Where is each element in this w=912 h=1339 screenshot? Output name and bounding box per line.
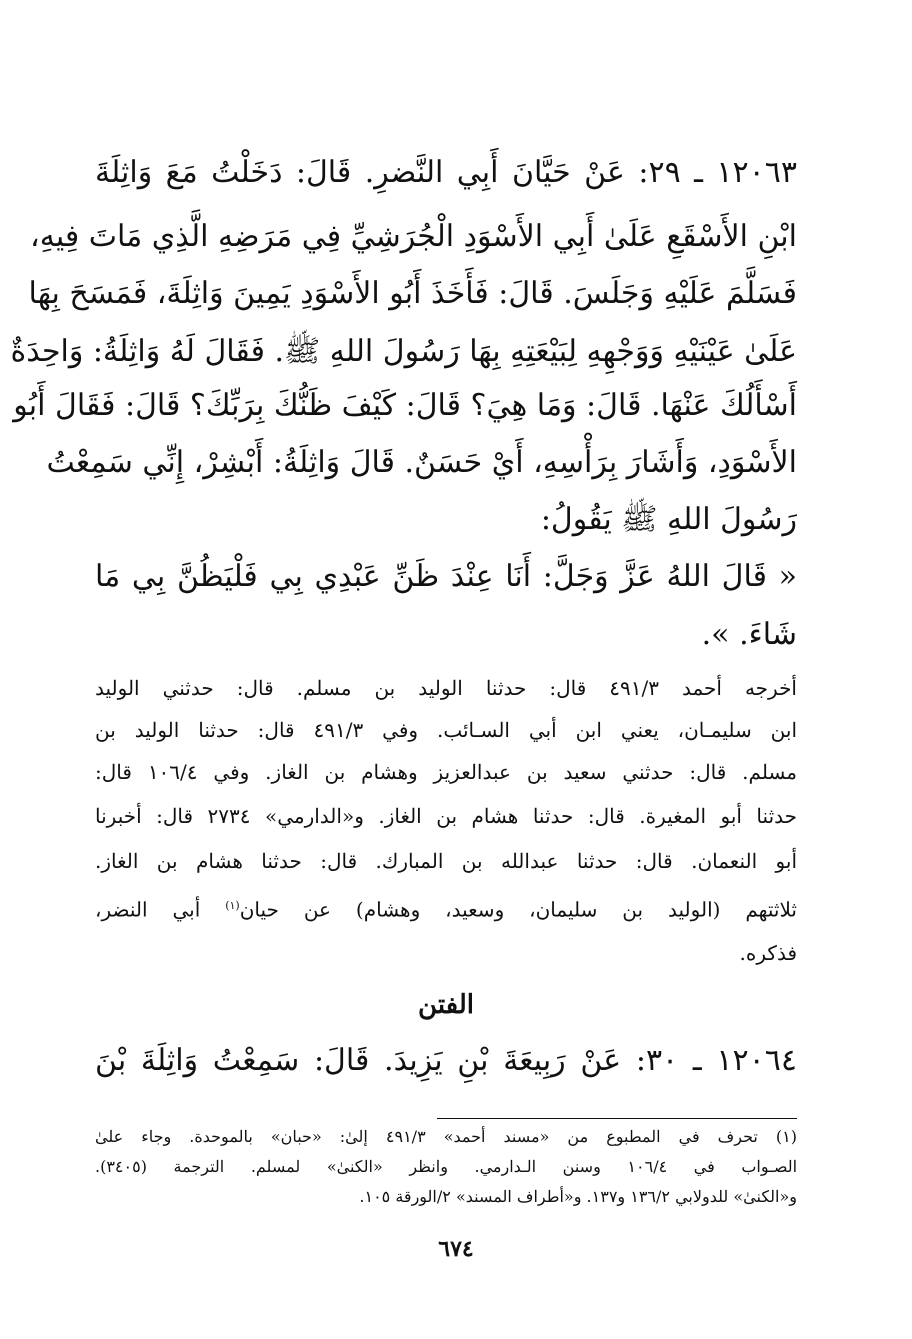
takhrij-line: مسلم. قال: حدثني سعيد بن عبدالعزيز وهشام بن الغاز. وفي ١٠٦/٤ قال: <box>95 760 798 784</box>
takhrij-line: ابن سليمـان، يعني ابن أبي السـائب. وفي ٤٩١/٣ قال: حدثنا الوليد بن <box>95 718 797 742</box>
footnote-marker[interactable]: (١) <box>225 899 240 912</box>
footnote-rule <box>437 1118 797 1119</box>
takhrij-text: ثلاثتهم (الوليد بن سليمان، وسعيد، وهشام) عن حيان <box>239 897 798 922</box>
takhrij-text: أبي النضر، <box>95 897 226 922</box>
hadith-qudsi-line: « قَالَ اللهُ عَزَّ وَجَلَّ: أَنَا عِنْدَ ظَنِّ عَبْدِي بِي فَلْيَظُنَّ بِي مَا <box>95 559 797 594</box>
page-number: ٦٧٤ <box>438 1236 474 1262</box>
takhrij-line: أبو النعمان. قال: حدثنا عبدالله بن المبارك. قال: حدثنا هشام بن الغاز. <box>95 849 797 873</box>
footnote-line: (١) تحرف في المطبوع من «مسند أحمد» ٤٩١/٣ إلىٰ: «حبان» بالموحدة. وجاء علىٰ <box>95 1127 797 1146</box>
section-heading: الفتن <box>418 990 474 1020</box>
hadith-line: ١٢٠٦٣ ـ ٢٩: عَنْ حَيَّانَ أَبِي النَّضرِ. قَالَ: دَخَلْتُ مَعَ وَاثِلَةَ <box>95 155 797 190</box>
hadith-line: ابْنِ الأَسْقَعِ عَلَىٰ أَبِي الأَسْوَدِ الْجُرَشِيِّ فِي مَرَضِهِ الَّذِي مَاتَ فِيهِ، <box>30 219 797 254</box>
footnote-line: الصـواب في ١٠٦/٤ وسنن الـدارمي. وانظر «الكنىٰ» لمسلم. الترجمة (٣٤٠٥). <box>95 1157 798 1176</box>
takhrij-line: أخرجه أحمد ٤٩١/٣ قال: حدثنا الوليد بن مسلم. قال: حدثني الوليد <box>95 676 797 700</box>
takhrij-line <box>95 885 797 927</box>
takhrij-line: فذكره. <box>739 941 797 965</box>
hadith-line: رَسُولَ اللهِ ﷺ يَقُولُ: <box>540 502 797 537</box>
hadith-line: فَسَلَّمَ عَلَيْهِ وَجَلَسَ. قَالَ: فَأَخَذَ أَبُو الأَسْوَدِ يَمِينَ وَاثِلَةَ، فَمَسَحَ بِهَا <box>28 276 797 311</box>
takhrij-line: حدثنا أبو المغيرة. قال: حدثنا هشام بن الغاز. و«الدارمي» ٢٧٣٤ قال: أخبرنا <box>95 804 797 828</box>
footnote-line: و«الكنىٰ» للدولابي ١٣٦/٢ و١٣٧. و«أطراف المسند» ٢/الورقة ١٠٥. <box>359 1187 797 1206</box>
hadith-qudsi-line: شَاءَ. ». <box>701 617 797 652</box>
hadith-line: أَسْأَلُكَ عَنْهَا. قَالَ: وَمَا هِيَ؟ قَالَ: كَيْفَ ظَنُّكَ بِرَبِّكَ؟ قَالَ: فَقَالَ أَبُو <box>13 388 797 423</box>
hadith-line: ١٢٠٦٤ ـ ٣٠: عَنْ رَبِيعَةَ بْنِ يَزِيدَ. قَالَ: سَمِعْتُ وَاثِلَةَ بْنَ <box>95 1043 797 1078</box>
hadith-line: عَلَىٰ عَيْنَيْهِ وَوَجْهِهِ لِبَيْعَتِهِ بِهَا رَسُولَ اللهِ ﷺ. فَقَالَ لَهُ وَاثِلَةُ: وَاحِدَةٌ <box>10 334 797 369</box>
hadith-line: الأَسْوَدِ، وَأَشَارَ بِرَأْسِهِ، أَيْ حَسَنٌ. قَالَ وَاثِلَةُ: أَبْشِرْ، إِنِّي سَمِعْتُ <box>46 445 797 480</box>
